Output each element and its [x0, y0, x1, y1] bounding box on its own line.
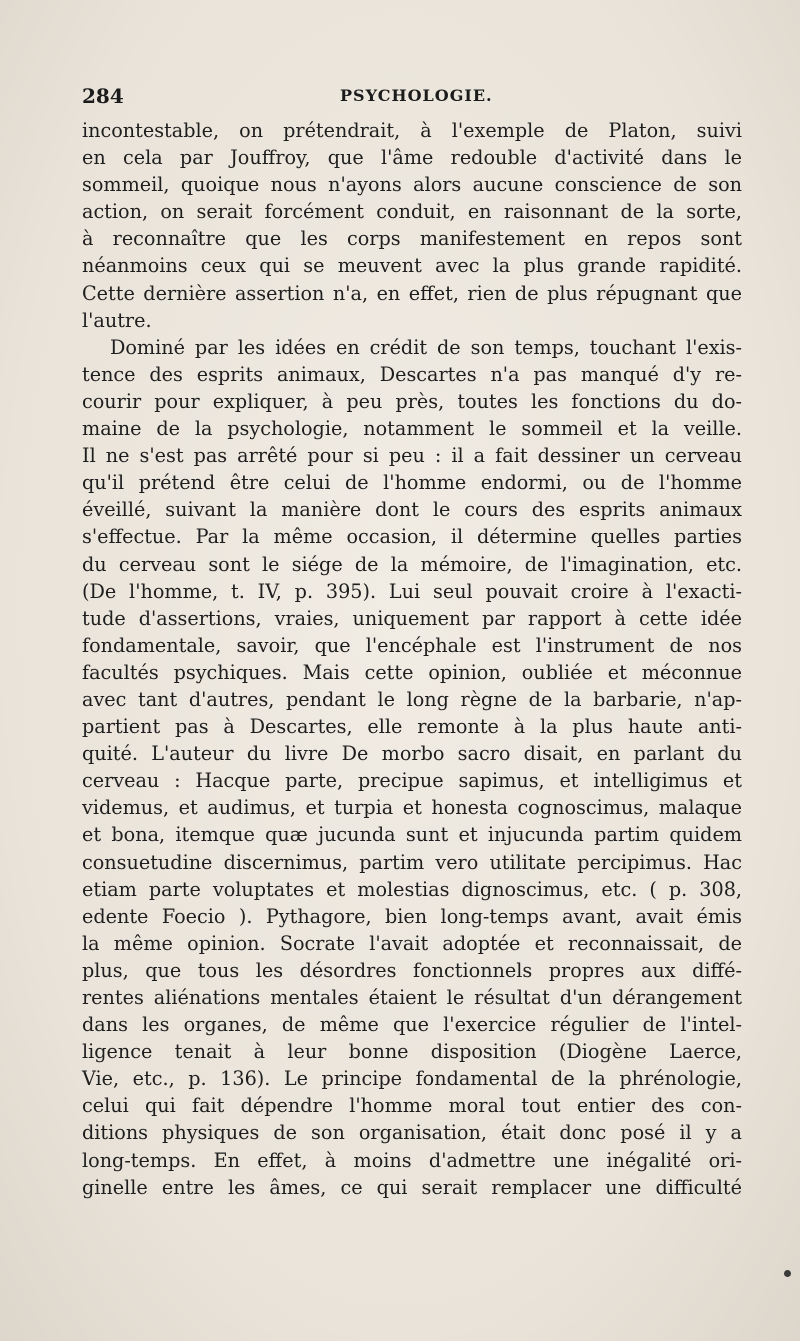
text-line: quité. L'auteur du livre De morbo sacro disait, en parlant du — [82, 742, 742, 766]
page-number: 284 — [82, 84, 124, 108]
text-line: edente Foecio ). Pythagore, bien long-temps avant, avait émis — [82, 904, 742, 928]
text-line: avec tant d'autres, pendant le long règne de la barbarie, n'ap- — [82, 687, 742, 711]
text-line: dans les organes, de même que l'exercice régulier de l'intel- — [82, 1013, 742, 1037]
running-head: PSYCHOLOGIE. — [340, 86, 493, 105]
text-line: du cerveau sont le siége de la mémoire, de l'imagination, etc. — [82, 552, 742, 576]
text-line: maine de la psychologie, notamment le sommeil et la veille. — [82, 417, 742, 441]
text-line: Vie, etc., p. 136). Le principe fondamental de la phrénologie, — [82, 1067, 742, 1091]
text-line: fondamentale, savoir, que l'encéphale est l'instrument de nos — [82, 633, 742, 657]
text-line: néanmoins ceux qui se meuvent avec la plus grande rapidité. — [82, 254, 742, 278]
text-line: sommeil, quoique nous n'ayons alors aucune conscience de son — [82, 173, 742, 197]
text-line: ditions physiques de son organisation, était donc posé il y a — [82, 1121, 742, 1145]
text-line: en cela par Jouffroy, que l'âme redouble d'activité dans le — [82, 146, 742, 170]
page-header — [82, 84, 742, 114]
text-line: ginelle entre les âmes, ce qui serait remplacer une difficulté — [82, 1175, 742, 1199]
text-line: à reconnaître que les corps manifestement en repos sont — [82, 227, 742, 251]
text-line: s'effectue. Par la même occasion, il détermine quelles parties — [82, 525, 742, 549]
text-line: l'autre. — [82, 308, 152, 332]
text-line: Cette dernière assertion n'a, en effet, rien de plus répugnant que — [82, 281, 742, 305]
text-line: action, on serait forcément conduit, en raisonnant de la sorte, — [82, 200, 742, 224]
text-line: Dominé par les idées en crédit de son temps, touchant l'exis- — [110, 335, 742, 359]
text-line: et bona, itemque quæ jucunda sunt et injucunda partim quidem — [82, 823, 742, 847]
text-line: éveillé, suivant la manière dont le cours des esprits animaux — [82, 498, 742, 522]
text-line: facultés psychiques. Mais cette opinion, oubliée et méconnue — [82, 660, 742, 684]
text-line: etiam parte voluptates et molestias dignoscimus, etc. ( p. 308, — [82, 877, 742, 901]
text-line: celui qui fait dépendre l'homme moral tout entier des con- — [82, 1094, 742, 1118]
text-line: tude d'assertions, vraies, uniquement par rapport à cette idée — [82, 606, 742, 630]
text-line: courir pour expliquer, à peu près, toutes les fonctions du do- — [82, 389, 742, 413]
text-line: tence des esprits animaux, Descartes n'a pas manqué d'y re- — [82, 362, 742, 386]
text-line: plus, que tous les désordres fonctionnels propres aux diffé- — [82, 958, 742, 982]
text-line: partient pas à Descartes, elle remonte à la plus haute anti- — [82, 715, 742, 739]
text-line: qu'il prétend être celui de l'homme endormi, ou de l'homme — [82, 471, 742, 495]
text-line: rentes aliénations mentales étaient le résultat d'un dérangement — [82, 986, 742, 1009]
text-line: ligence tenait à leur bonne disposition (Diogène Laerce, — [82, 1040, 742, 1064]
text-line: videmus, et audimus, et turpia et honesta cognoscimus, malaque — [82, 796, 742, 820]
ink-speck — [784, 1270, 791, 1277]
text-line: Il ne s'est pas arrêté pour si peu : il a fait dessiner un cerveau — [82, 444, 742, 468]
text-line: la même opinion. Socrate l'avait adoptée et reconnaissait, de — [82, 931, 742, 955]
text-line: long-temps. En effet, à moins d'admettre une inégalité ori- — [82, 1148, 742, 1172]
body-text — [82, 117, 742, 1201]
text-line: (De l'homme, t. IV, p. 395). Lui seul pouvait croire à l'exacti- — [82, 579, 742, 603]
text-line: cerveau : Hacque parte, precipue sapimus, et intelligimus et — [82, 769, 742, 793]
text-line: incontestable, on prétendrait, à l'exemple de Platon, suivi — [82, 119, 742, 142]
text-line: consuetudine discernimus, partim vero utilitate percipimus. Hac — [82, 850, 742, 874]
